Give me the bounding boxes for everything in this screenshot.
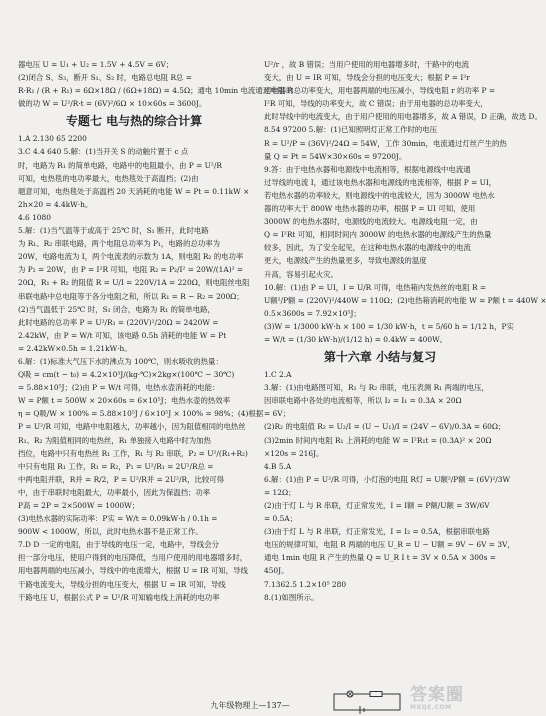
- text-line: 2h×20 = 4.4kW·h。: [18, 199, 93, 209]
- text-line: (2)当气温低于 25℃ 时，S₁ 闭合，电路为 R₁ 的简单电路，: [18, 304, 215, 314]
- text-line: 6.解：(1)由 P = U²/R 可得，小灯泡的电阻 R灯 = U额²/P额 = (6V)²/3W: [264, 474, 511, 484]
- text-line: 8.(1)如图所示。: [264, 592, 319, 602]
- text-line: (3)电热水器的实际功率：P实 = W/t = 0.09kW·h / 0.1h =: [18, 514, 218, 524]
- watermark-logo: [410, 686, 494, 712]
- text-line: 3000W 的电热水器时，电源线的电流较大。电源线电阻一定，由: [264, 217, 478, 227]
- text-line: 4.B 5.A: [264, 461, 292, 471]
- text-line: 中只有电阻 R₁ 工作，R₁ = R₂，P₁ = U²/R₁ = 2U²/R总 =: [18, 461, 214, 471]
- text-line: 中，由于串联时电阻最大，功率最小，因此为保温挡；功率: [18, 487, 211, 497]
- text-line: U²/r ，故 B 错误；当用户使用的用电器增多时，干路中的电流: [264, 60, 470, 69]
- text-line: 6.解：(1)标准大气压下水的沸点为 100℃，则水吸收的热量：: [18, 356, 223, 366]
- section-title: 专题七 电与热的综合计算: [65, 114, 203, 129]
- text-line: ×120s = 216J。: [264, 448, 324, 458]
- right-lines-b: [264, 281, 546, 346]
- watermark-url: MXQE.COM: [410, 704, 452, 711]
- text-line: = W/t = (1/30 kW·h)/(1/12 h) = 0.4kW = 400W。: [264, 334, 448, 344]
- text-line: (2)由于灯 L 与 R 串联，灯正常发光，I = I额 = P额/U额 = 3W/6V: [264, 501, 490, 510]
- text-line: 用电器的总功率变大，用电器两端的电压减小，导线电阻 r 的功率 P =: [264, 86, 496, 96]
- text-line: 3.C 4.4 640 5.解：(1)当开关 S 的动触片置于 c 点: [18, 147, 189, 157]
- text-line: 20W，电路电流为 I，两个电流表的示数为 1A，则电阻 R₂ 的电功率: [18, 252, 244, 262]
- text-line: P高 = 2P = 2×500W = 1000W；: [18, 501, 140, 510]
- text-line: 因串联电路中各处的电流相等，所以 I₂ = I₁ = 0.3A × 20Ω: [264, 396, 462, 406]
- text-line: U额²/P额 = (220V)²/440W = 110Ω；(2)电热箱消耗的电能 W = P额 t = 440W ×: [264, 295, 546, 305]
- text-line: = 0.5A；: [264, 514, 298, 524]
- text-line: 1.C 2.A: [264, 370, 292, 380]
- text-line: 量 Q = Pt = 54W×30×60s = 97200J。: [264, 151, 407, 161]
- text-line: R = U²/P = (36V)²/24Ω = 54W，工作 30min，电流通过灯丝产生的热: [264, 138, 507, 148]
- text-line: 2.42kW，由 P = W/t 可知，该电路 0.5h 消耗的电能 W = Pt: [18, 330, 227, 340]
- text-line: R₁、R₂ 为阻值相同的电热丝，R₁ 单独接入电路中时为加热: [18, 435, 211, 445]
- text-line: 10.解：(1)由 P = UI，I = U/R 可得，电热箱内发热丝的电阻 R =: [264, 282, 487, 292]
- text-line: 升高，容易引起火灾。: [264, 269, 338, 279]
- text-line: 4.6 1080: [18, 212, 51, 222]
- text-line: 900W < 1000W，所以，此时电热水器不是正常工作。: [18, 527, 203, 537]
- right-lines-c: [264, 368, 515, 604]
- text-line: 题意可知，电热毯处于高温档 20 天消耗的电能 W = Pt = 0.11kW ×: [18, 186, 250, 196]
- text-line: 20Ω，R₁ + R₂ 的阻值 R = U/I = 220V/1A = 220Ω，则电阻丝电阻: [18, 278, 250, 288]
- text-line: 干路电压 U，根据公式 P = U²/R 可知输电线上消耗的电功率: [18, 592, 220, 602]
- text-line: 挡位，电路中只有电热丝 R₁ 工作，R₁ 与 R₂ 串联，P₂ = U²/(R₁+R₂): [18, 448, 248, 458]
- text-line: 0.5×3600s = 7.92×10⁵J；: [264, 308, 361, 318]
- text-line: (3)2min 时间内电阻 R₁ 上消耗的电能 W = I²R₁t = (0.3A)² × 20Ω: [264, 435, 492, 445]
- text-line: 为 P₂ = 20W，由 P = I²R 可知，电阻 R₂ = P₂/I² = 20W/(1A)² =: [18, 265, 244, 275]
- text-line: 更大，电源线产生的热量更多，导致电源线的温度: [264, 256, 427, 266]
- chapter-title: 第十六章 小结与复习: [323, 350, 437, 365]
- text-line: = 2.42kW×0.5h = 1.21kW·h。: [18, 343, 132, 353]
- text-line: 为 R₁、R₂ 串联电路，两个电阻总功率为 P₁，电路的总功率为: [18, 239, 221, 249]
- text-line: 450J。: [264, 566, 289, 576]
- left-lines-b: [18, 132, 264, 603]
- text-line: (3)W = 1/3000 kW·h × 100 = 1/30 kW·h，t = 5/60 h = 1/12 h，P实: [264, 321, 514, 331]
- text-line: 器电压 U = U₁ + U₂ = 1.5V + 4.5V = 6V；: [18, 60, 174, 69]
- text-line: 9.答：由于电热水器和电源线中电流相等，根据电源线中电流通: [264, 164, 471, 174]
- text-line: (2)闭合 S、S₃，断开 S₁、S₂ 时，电路总电阻 R总 =: [18, 73, 192, 83]
- text-line: = 12Ω；: [264, 487, 296, 497]
- text-line: 做的功 W = U²/R·t = (6V)²/6Ω × 10×60s = 3600J。: [18, 99, 207, 109]
- text-line: 串联电路中总电阻等于各分电阻之和，所以 R₁ = R − R₂ = 200Ω；: [18, 291, 244, 301]
- text-line: P = U²/R 可知，电路中电阻越大，功率越小，因为阻值相同的电热丝: [18, 422, 246, 432]
- right-lines-a: [264, 58, 542, 281]
- text-line: 担一部分电压，使用户得到的电压降低，当用户使用的用电器增多时，: [18, 553, 248, 563]
- watermark-text: 答案圈: [410, 685, 464, 705]
- text-line: 此时导线中的电流变大，由于用户使用的用电器增多，故 A 错误，D 正确，故选 D。: [264, 112, 542, 122]
- text-line: 用电器两端的电压减小，导线中的电流增大，根据 U = IR 可知，导线: [18, 566, 248, 576]
- left-lines-a: [18, 58, 293, 110]
- text-line: 此时电路的总功率 P = U²/R₁ = (220V)²/20Ω = 2420W =: [18, 317, 219, 327]
- text-line: 8.54 97200 5.解：(1)已知照明灯正常工作时的电压: [264, 125, 438, 135]
- right-column: [264, 58, 546, 604]
- text-line: 时，电路为 R₁ 的简单电路，电路中的电阻最小，由 P = U²/R: [18, 160, 222, 170]
- text-line: (2)R₂ 的电阻值 R₂ = U₂/I = (U − U₁)/I = (24V − 6V)/0.3A = 60Ω；: [264, 422, 506, 432]
- text-line: 电压的规律可知，电阻 R 两端的电压 U_R = U − U额 = 9V − 6V = 3V，: [264, 540, 515, 550]
- text-line: 若电热水器的功率较大，则电源线中的电流较大，因为 3000W 电热水: [264, 190, 495, 200]
- text-line: 5.解：(1)当气温等于或高于 25℃ 时，S₁ 断开，此时电路: [18, 226, 209, 236]
- page-footer: 九年级物理上—137—: [210, 701, 290, 710]
- text-line: = 5.88×10⁵J；(2)由 P = W/t 可得，电热水壶消耗的电能：: [18, 383, 220, 393]
- text-line: 过导线的电流 I，通过该电热水器和电源线的电流相等，根据 P = UI，: [264, 177, 497, 187]
- text-line: 7.D D 一定的电阻，由于导线的电压一定，电路中，导线会分: [18, 540, 219, 550]
- circuit-diagram-icon: [330, 690, 404, 714]
- text-line: 7.1362.5 1.2×10⁵ 280: [264, 579, 347, 589]
- text-line: η = Q吸/W × 100% = 5.88×10⁵J / 6×10⁵J × 100% = 98%；(4)根据: [18, 409, 264, 419]
- text-line: 可知，电热毯的电功率最大，电热毯处于高温档；(2)由: [18, 173, 199, 183]
- text-line: 中两电阻并联，R并 = R/2，P = U²/R并 = 2U²/R，比较可得: [18, 474, 225, 484]
- text-line: 通电 1min 电阻 R 产生的热量 Q = U_R I t = 3V × 0.5A × 300s =: [264, 553, 496, 563]
- text-line: 器的功率大于 800W 电热水器的功率，根据 P = UI 可知，使用: [264, 204, 476, 214]
- text-line: (3)由于灯 L 与 R 串联，灯正常发光，I = I₂ = 0.5A，根据串联电路: [264, 527, 490, 537]
- text-line: 1.A 2.130 65 2200: [18, 134, 87, 144]
- text-line: W = P额 t = 500W × 20×60s = 6×10⁵J；电热水壶的热效率: [18, 396, 231, 406]
- text-line: Q = I²Rt 可知，相同时间内 3000W 的电热水器的电源线产生的热量: [264, 230, 492, 240]
- text-line: 较多，因此，为了安全起见，在这种电热水器的电源线中的电流: [264, 243, 471, 253]
- text-line: 变大，由 U = IR 可知，导线会分担的电压变大；根据 P = I²r: [264, 73, 470, 83]
- text-line: Q吸 = cm(t − t₀) = 4.2×10³J/(kg·℃)×2kg×(100℃ − 30℃): [18, 370, 235, 380]
- text-line: I²R 可知，导线的功率变大，故 C 错误；由于用电器的总功率变大，: [264, 99, 488, 109]
- text-line: = 6V；: [264, 409, 290, 419]
- text-line: R·R₁ / (R + R₁) = 6Ω×18Ω / (6Ω+18Ω) = 4.5Ω；通电 10min 电流通过电阻 R: [18, 86, 293, 96]
- text-line: 干路电流变大，导线分担的电压变大，根据 U = IR 可知，导线: [18, 579, 226, 589]
- text-line: 3.解：(1)由电路图可知，R₁ 与 R₂ 串联，电压表测 R₁ 两端的电压，: [264, 383, 489, 393]
